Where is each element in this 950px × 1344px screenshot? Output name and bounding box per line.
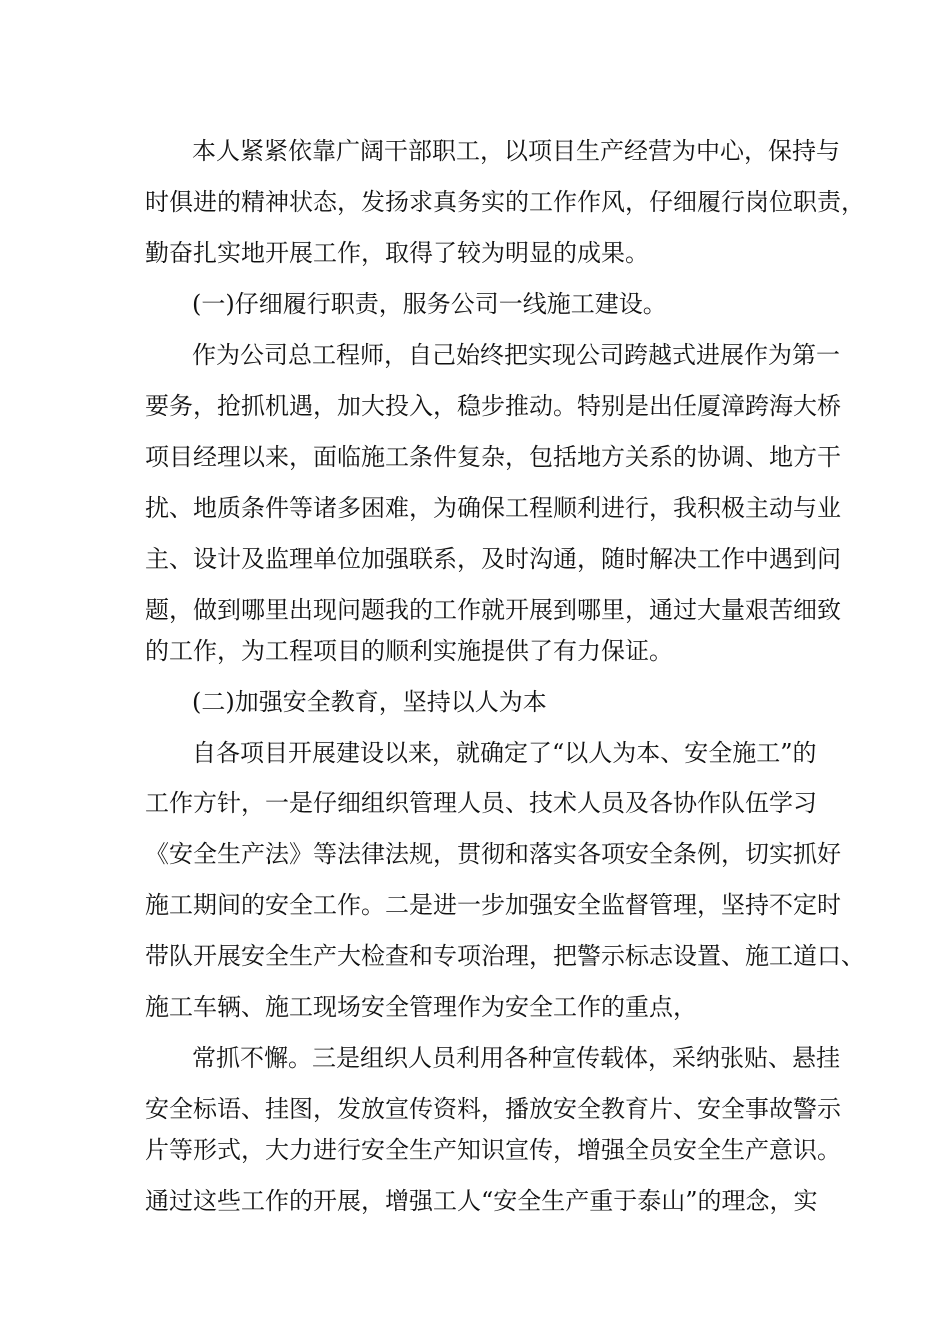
paragraph-line: 常抓不懈。三是组织人员利用各种宣传载体，采纳张贴、悬挂 bbox=[192, 1044, 840, 1072]
paragraph-line: 题，做到哪里出现问题我的工作就开展到哪里，通过大量艰苦细致 bbox=[145, 596, 841, 624]
section-heading: (二)加强安全教育，坚持以人为本 bbox=[192, 688, 547, 716]
paragraph-line: 自各项目开展建设以来，就确定了“以人为本、安全施工”的 bbox=[192, 739, 817, 767]
paragraph-line: 施工车辆、施工现场安全管理作为安全工作的重点， bbox=[145, 993, 697, 1021]
paragraph-line: 《安全生产法》等法律法规，贯彻和落实各项安全条例，切实抓好 bbox=[145, 840, 841, 868]
paragraph-line: 作为公司总工程师，自己始终把实现公司跨越式进展作为第一 bbox=[192, 341, 840, 369]
paragraph-line: 施工期间的安全工作。二是进一步加强安全监督管理，坚持不定时 bbox=[145, 891, 841, 919]
paragraph-line: 项目经理以来，面临施工条件复杂，包括地方关系的协调、地方干 bbox=[145, 443, 841, 471]
paragraph-line: 时俱进的精神状态，发扬求真务实的工作作风，仔细履行岗位职责， bbox=[145, 188, 865, 216]
paragraph-line: 勤奋扎实地开展工作，取得了较为明显的成果。 bbox=[145, 239, 649, 267]
paragraph-line: 主、设计及监理单位加强联系，及时沟通，随时解决工作中遇到问 bbox=[145, 545, 841, 573]
paragraph-line: 的工作，为工程项目的顺利实施提供了有力保证。 bbox=[145, 637, 673, 665]
paragraph-line: 通过这些工作的开展，增强工人“安全生产重于泰山”的理念，实 bbox=[145, 1187, 818, 1215]
paragraph-line: 工作方针，一是仔细组织管理人员、技术人员及各协作队伍学习 bbox=[145, 789, 817, 817]
paragraph-line: 片等形式，大力进行安全生产知识宣传，增强全员安全生产意识。 bbox=[145, 1136, 841, 1164]
section-heading: (一)仔细履行职责，服务公司一线施工建设。 bbox=[192, 290, 667, 318]
paragraph-line: 带队开展安全生产大检查和专项治理，把警示标志设置、施工道口、 bbox=[145, 942, 865, 970]
paragraph-line: 扰、地质条件等诸多困难，为确保工程顺利进行，我积极主动与业 bbox=[145, 494, 841, 522]
paragraph-line: 要务，抢抓机遇，加大投入，稳步推动。特别是出任厦漳跨海大桥 bbox=[145, 392, 841, 420]
paragraph-line: 安全标语、挂图，发放宣传资料，播放安全教育片、安全事故警示 bbox=[145, 1095, 841, 1123]
paragraph-line: 本人紧紧依靠广阔干部职工，以项目生产经营为中心，保持与 bbox=[192, 137, 840, 165]
